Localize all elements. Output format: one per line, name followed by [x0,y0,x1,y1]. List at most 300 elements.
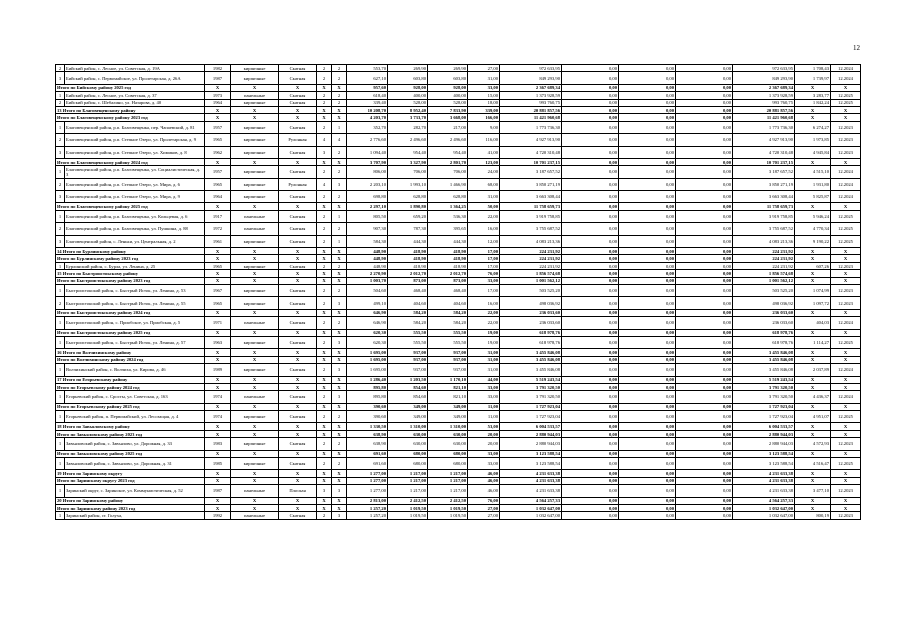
table-cell: 3 791 320,50 [733,391,795,403]
table-cell: 1 [56,485,65,497]
table-cell: 46,00 [468,477,500,484]
table-cell: 937,00 [388,364,428,376]
table-cell: 1 074,99 [795,284,831,296]
table-cell: X [332,203,347,210]
table-cell: 1 364,25 [428,203,468,210]
table-cell: 2 880 944,03 [733,438,795,450]
table-cell: Бийский район, с. Лесное, ул. Советская, д. 19А [65,65,205,72]
table-cell: 12.2023 [831,512,861,519]
table-cell: X [279,477,317,484]
table-cell: 68,00 [468,178,500,190]
table-cell: 3 791 320,50 [733,383,795,390]
table-cell: 0,00 [619,383,676,390]
table-cell: 2 880 944,03 [733,430,795,437]
table-cell: 503 525,20 [733,284,795,296]
table-cell: 2 012,70 [388,270,428,277]
table-cell: 3 [332,297,347,309]
table-cell: 618 978,76 [733,329,795,336]
table-cell: 6 274,27 [795,121,831,133]
table-cell: X [279,450,317,457]
table-cell: 800,19 [795,512,831,519]
table-cell: 9,00 [468,121,500,133]
table-cell: X [332,255,347,262]
table-cell: 4 [332,134,347,146]
table-cell: 20 881 857,56 [500,106,562,113]
table-cell: 12.2023 [831,485,861,497]
table-cell: 1 727 923,04 [733,411,795,423]
table-cell: 444,30 [388,235,428,247]
table-cell: X [795,158,831,165]
table-row [56,191,861,203]
table-cell: Итого по Завьяловскому району 2025 год [56,450,205,457]
table-cell: X [831,383,861,390]
table-cell: 0,00 [676,430,733,437]
table-cell: X [332,277,347,284]
table-cell: Скатная [279,99,317,106]
table-cell: 2 496,60 [388,134,428,146]
table-cell: Скатная [279,336,317,348]
table-cell: 1957 [205,121,231,133]
table-cell: 630,00 [388,438,428,450]
table-cell: X [205,403,231,410]
table-cell: 444,30 [428,235,468,247]
table-cell: 0,00 [619,329,676,336]
table-cell: X [317,329,332,336]
table-cell: 0,00 [619,411,676,423]
table-cell: 12.2023 [831,134,861,146]
table-cell: 349,00 [388,403,428,410]
table-cell: X [231,255,279,262]
table-cell: 12.2023 [831,297,861,309]
table-cell: 0,00 [676,92,733,99]
table-cell: 854,60 [388,383,428,390]
table-cell: 0,00 [676,178,733,190]
table-cell: 928,00 [428,84,468,91]
table-cell: Быстроистокский район, с. Приобское, ул. Приобская, д. 5 [65,317,205,329]
table-cell: 1 094,40 [347,146,388,158]
table-cell: 0,00 [619,497,676,504]
table-cell: 0,00 [676,450,733,457]
table-cell: 627,10 [347,72,388,84]
table-cell: 11 421 960,68 [733,114,795,121]
table-cell: X [795,329,831,336]
table-cell: 3 [332,391,347,403]
table-cell: 0,00 [676,84,733,91]
table-cell: 659,20 [388,210,428,222]
table-cell: 41,00 [468,146,500,158]
table-cell: 1 203,50 [388,376,428,383]
table-cell: 0,00 [619,178,676,190]
table-cell: 3 [332,336,347,348]
table-cell: 1 277,00 [347,470,388,477]
table-cell: 0,00 [562,364,619,376]
table-cell: X [831,309,861,316]
table-cell: 0,00 [619,504,676,511]
table-cell: 618 978,76 [733,336,795,348]
table-cell: X [795,255,831,262]
table-cell: 11,00 [468,403,500,410]
table-cell: 46,00 [468,485,500,497]
table-cell: 12.2023 [831,262,861,269]
table-cell: 0,00 [676,458,733,470]
table-cell: 0,00 [619,356,676,363]
table-cell: 2 [317,364,332,376]
table-cell: 1 856 574,68 [500,270,562,277]
table-cell: 4 720 310,48 [733,146,795,158]
table-cell: 0,00 [562,158,619,165]
table-cell: 236 033,60 [500,309,562,316]
table-cell: 0,00 [619,512,676,519]
table-cell: X [205,430,231,437]
table-cell: Скатная [279,512,317,519]
table-cell: 404,03 [795,317,831,329]
table-cell: 0,00 [562,383,619,390]
table-cell: 13 Итого по Благовещенскому району [56,106,205,113]
table-cell: X [831,158,861,165]
table-cell: X [231,349,279,356]
table-cell: 4 231 633,38 [500,470,562,477]
table-cell: 1 032 647,00 [733,504,795,511]
table-cell: 0,00 [619,262,676,269]
table-cell: 2 [56,99,65,106]
table-cell: 0,00 [676,210,733,222]
table-cell: Итого по Бурлинскому району 2023 год [56,255,205,262]
table-cell: 0,00 [676,317,733,329]
table-cell: 706,00 [428,166,468,178]
total-row [56,84,861,91]
table-cell: 12.2025 [831,458,861,470]
table-cell: 3 919 758,85 [500,210,562,222]
table-cell: X [795,376,831,383]
table-cell: 1 217,00 [388,485,428,497]
table-cell: 0,00 [619,106,676,113]
table-cell: 2 [332,65,347,72]
table-cell: 31,00 [468,356,500,363]
table-cell: 0,00 [676,477,733,484]
table-cell: 0,00 [619,210,676,222]
table-cell: 0,00 [562,391,619,403]
table-cell: 2 776,60 [347,134,388,146]
table-cell: 528,00 [388,99,428,106]
table-cell: 972 633,95 [733,65,795,72]
table-cell: панельные [231,317,279,329]
table-cell: X [231,277,279,284]
table-cell: 3 791 320,50 [500,383,562,390]
table-row [56,210,861,222]
table-cell: 1 373 928,59 [500,92,562,99]
table-cell: X [795,309,831,316]
table-cell: X [831,270,861,277]
table-cell: 0,00 [676,106,733,113]
table-cell: 2 [317,166,332,178]
table-cell: 15 Итого по Быстроистокскому району [56,270,205,277]
table-cell: 620,30 [347,329,388,336]
table-cell: 0,00 [562,203,619,210]
table-cell: 0,00 [676,248,733,255]
total-row [56,450,861,457]
table-cell: X [317,497,332,504]
table-cell: 0,00 [562,504,619,511]
total-row [56,106,861,113]
table-cell: X [231,329,279,336]
table-cell: 12.2023 [831,438,861,450]
table-cell: 3 791 320,50 [500,391,562,403]
table-cell: 680,00 [388,458,428,470]
table-cell: 31,00 [468,72,500,84]
table-cell: 0,00 [676,235,733,247]
table-cell: 44,00 [468,376,500,383]
table-cell: 2 [56,178,65,190]
table-cell: 269,90 [388,65,428,72]
table-cell: 1 739,97 [795,72,831,84]
table-cell: 1 [56,391,65,403]
table-cell: X [205,248,231,255]
table-cell: 895,80 [347,383,388,390]
table-cell: 2 880 944,03 [500,430,562,437]
table-cell: 1982 [205,65,231,72]
table-cell: X [279,248,317,255]
table-cell: 4 231 633,38 [733,477,795,484]
table-cell: 8 952,40 [388,106,428,113]
table-cell: 584,20 [388,317,428,329]
table-cell: 1 217,00 [388,470,428,477]
table-cell: 2 [332,317,347,329]
capital-repair-table [55,64,861,520]
table-cell: 17 Итого по Егорьевскому району [56,376,205,383]
table-cell: 12.2025 [831,235,861,247]
table-cell: 15,00 [468,92,500,99]
table-cell: 1 [56,210,65,222]
table-cell: 31,00 [468,191,500,203]
table-cell: 555,50 [428,329,468,336]
table-cell: 0,00 [676,485,733,497]
table-cell: 24,00 [468,166,500,178]
table-row [56,284,861,296]
table-cell: 504,60 [347,284,388,296]
table-cell: X [279,403,317,410]
table-cell: 27,00 [468,504,500,511]
table-cell: 1985 [205,458,231,470]
table-cell: 6 004 533,57 [500,423,562,430]
table-cell: 11,00 [468,411,500,423]
total-row [56,477,861,484]
table-cell: 1987 [205,72,231,84]
table-cell: 2 [317,297,332,309]
table-cell: 498 036,92 [733,297,795,309]
total-row [56,423,861,430]
table-cell: 11 758 659,73 [500,203,562,210]
table-cell: 19,00 [468,336,500,348]
table-cell: 0,00 [562,450,619,457]
table-cell: 282,70 [388,121,428,133]
table-cell: 3 327,90 [388,158,428,165]
table-cell: X [831,477,861,484]
table-cell: 16,00 [468,223,500,235]
table-cell: X [205,477,231,484]
table-cell: 528,00 [428,99,468,106]
table-cell: 0,00 [619,438,676,450]
table-cell: 0,00 [619,121,676,133]
table-cell: 418,90 [428,255,468,262]
table-cell: 0,00 [562,329,619,336]
table-cell: 400,00 [428,92,468,99]
table-cell: X [795,403,831,410]
table-cell: 0,00 [562,210,619,222]
table-cell: 12.2023 [831,146,861,158]
table-cell: 2 [332,92,347,99]
table-cell: 937,00 [428,356,468,363]
table-cell: X [795,203,831,210]
table-cell: 12.2024 [831,191,861,203]
table-cell: 3 477,10 [795,485,831,497]
table-cell: X [831,248,861,255]
table-cell: 2 012,70 [428,270,468,277]
table-cell: X [831,470,861,477]
table-cell: Скатная [279,235,317,247]
table-cell: 0,00 [619,349,676,356]
table-cell: 1 [56,364,65,376]
total-row [56,270,861,277]
table-cell: X [317,376,332,383]
table-cell: Итого по Егорьевскому району 2024 год [56,383,205,390]
table-cell: X [831,403,861,410]
table-cell: 2 037,89 [795,364,831,376]
table-cell: 0,00 [562,166,619,178]
total-row [56,158,861,165]
table-cell: 498 036,92 [500,297,562,309]
table-cell: 2 [317,284,332,296]
table-cell: 2 367 689,34 [733,84,795,91]
table-cell: 2 [56,297,65,309]
table-cell: 638,90 [347,438,388,450]
table-cell: Итого по Благовещенскому району 2025 год [56,203,205,210]
table-cell: Заринский район, ст. Голуха, [65,512,205,519]
table-cell: 1 695,00 [347,364,388,376]
table-cell: X [231,114,279,121]
table-cell: 937,00 [428,349,468,356]
table-cell: 2 801,70 [428,158,468,165]
table-cell: 3 663 308,44 [733,191,795,203]
table-cell: X [332,376,347,383]
table-cell: 1 001 562,12 [733,277,795,284]
table-cell: X [231,403,279,410]
table-cell: X [231,477,279,484]
table-cell: кирпичные [231,284,279,296]
table-cell: 1 [56,411,65,423]
total-row [56,329,861,336]
table-cell: 1 890,80 [388,203,428,210]
table-cell: 16 Итого по Волчихинскому району [56,349,205,356]
table-cell: Скатная [279,364,317,376]
table-cell: X [205,383,231,390]
table-cell: кирпичные [231,458,279,470]
table-cell: 0,00 [676,72,733,84]
table-cell: 1 931,80 [795,178,831,190]
table-cell: 4 516,47 [795,458,831,470]
table-cell: 2 270,90 [347,270,388,277]
table-cell: 1 097,72 [795,297,831,309]
table-cell: Быстроистокский район, с. Быстрый Исток, ул. Ленина, д. 55 [65,297,205,309]
table-cell: 1 842,24 [795,99,831,106]
table-cell: 1983 [205,438,231,450]
table-cell: 618 978,76 [500,329,562,336]
table-cell: 0,00 [676,403,733,410]
table-cell: X [205,270,231,277]
table-cell: 3 123 588,54 [500,450,562,457]
table-cell: X [332,403,347,410]
table-cell: X [279,309,317,316]
total-row [56,203,861,210]
table-cell: X [231,450,279,457]
table-cell: Благовещенский район, р.п. Степное Озеро, ул. Пролетарская, д. 9 [65,134,205,146]
table-cell: X [205,277,231,284]
table-cell: 787,30 [388,223,428,235]
table-cell: 20,00 [468,430,500,437]
table-cell: кирпичные [231,438,279,450]
table-cell: панельные [231,512,279,519]
table-cell: 349,00 [428,411,468,423]
table-cell: кирпичные [231,65,279,72]
table-row [56,146,861,158]
table-cell: 0,00 [619,223,676,235]
table-cell: 0,00 [562,297,619,309]
table-cell: 224 231,92 [733,262,795,269]
table-cell: 555,50 [388,329,428,336]
table-cell: 1 [56,92,65,99]
table-cell: 224 231,92 [500,262,562,269]
table-cell: 4 436,37 [795,391,831,403]
table-cell: 0,00 [619,403,676,410]
table-cell: 2 [332,166,347,178]
table-cell: 2 [317,99,332,106]
table-cell: X [831,114,861,121]
table-cell: 76,00 [468,497,500,504]
table-cell: Рулонная [279,134,317,146]
table-cell: 0,00 [562,423,619,430]
table-cell: X [231,248,279,255]
table-cell: 3 455 846,08 [733,349,795,356]
table-cell: 349,00 [428,403,468,410]
table-cell: 0,00 [676,223,733,235]
table-cell: Егорьевский район, с. Сросты, ул. Советская, д. 163 [65,391,205,403]
table-cell: 33,00 [468,383,500,390]
table-cell: 0,00 [562,349,619,356]
table-cell: 0,00 [676,270,733,277]
table-cell: 2 [317,72,332,84]
table-cell: 1 373 928,59 [733,92,795,99]
table-cell: X [279,356,317,363]
table-cell: 1 [56,166,65,178]
table-cell: 0,00 [676,309,733,316]
table-cell: 12.2024 [831,166,861,178]
table-cell: X [231,309,279,316]
table-cell: Итого по Благовещенскому району 2023 год [56,114,205,121]
table-cell: 224 231,92 [500,248,562,255]
table-cell: 0,00 [676,349,733,356]
table-cell: X [332,356,347,363]
table-cell: 937,00 [428,364,468,376]
table-cell: X [317,114,332,121]
table-cell: 0,00 [562,191,619,203]
table-cell: X [205,203,231,210]
table-cell: Скатная [279,121,317,133]
table-row [56,297,861,309]
table-cell: 1 [332,121,347,133]
table-cell: 1 [56,317,65,329]
table-cell: X [205,309,231,316]
table-cell: X [795,277,831,284]
table-cell: 18,00 [468,99,500,106]
